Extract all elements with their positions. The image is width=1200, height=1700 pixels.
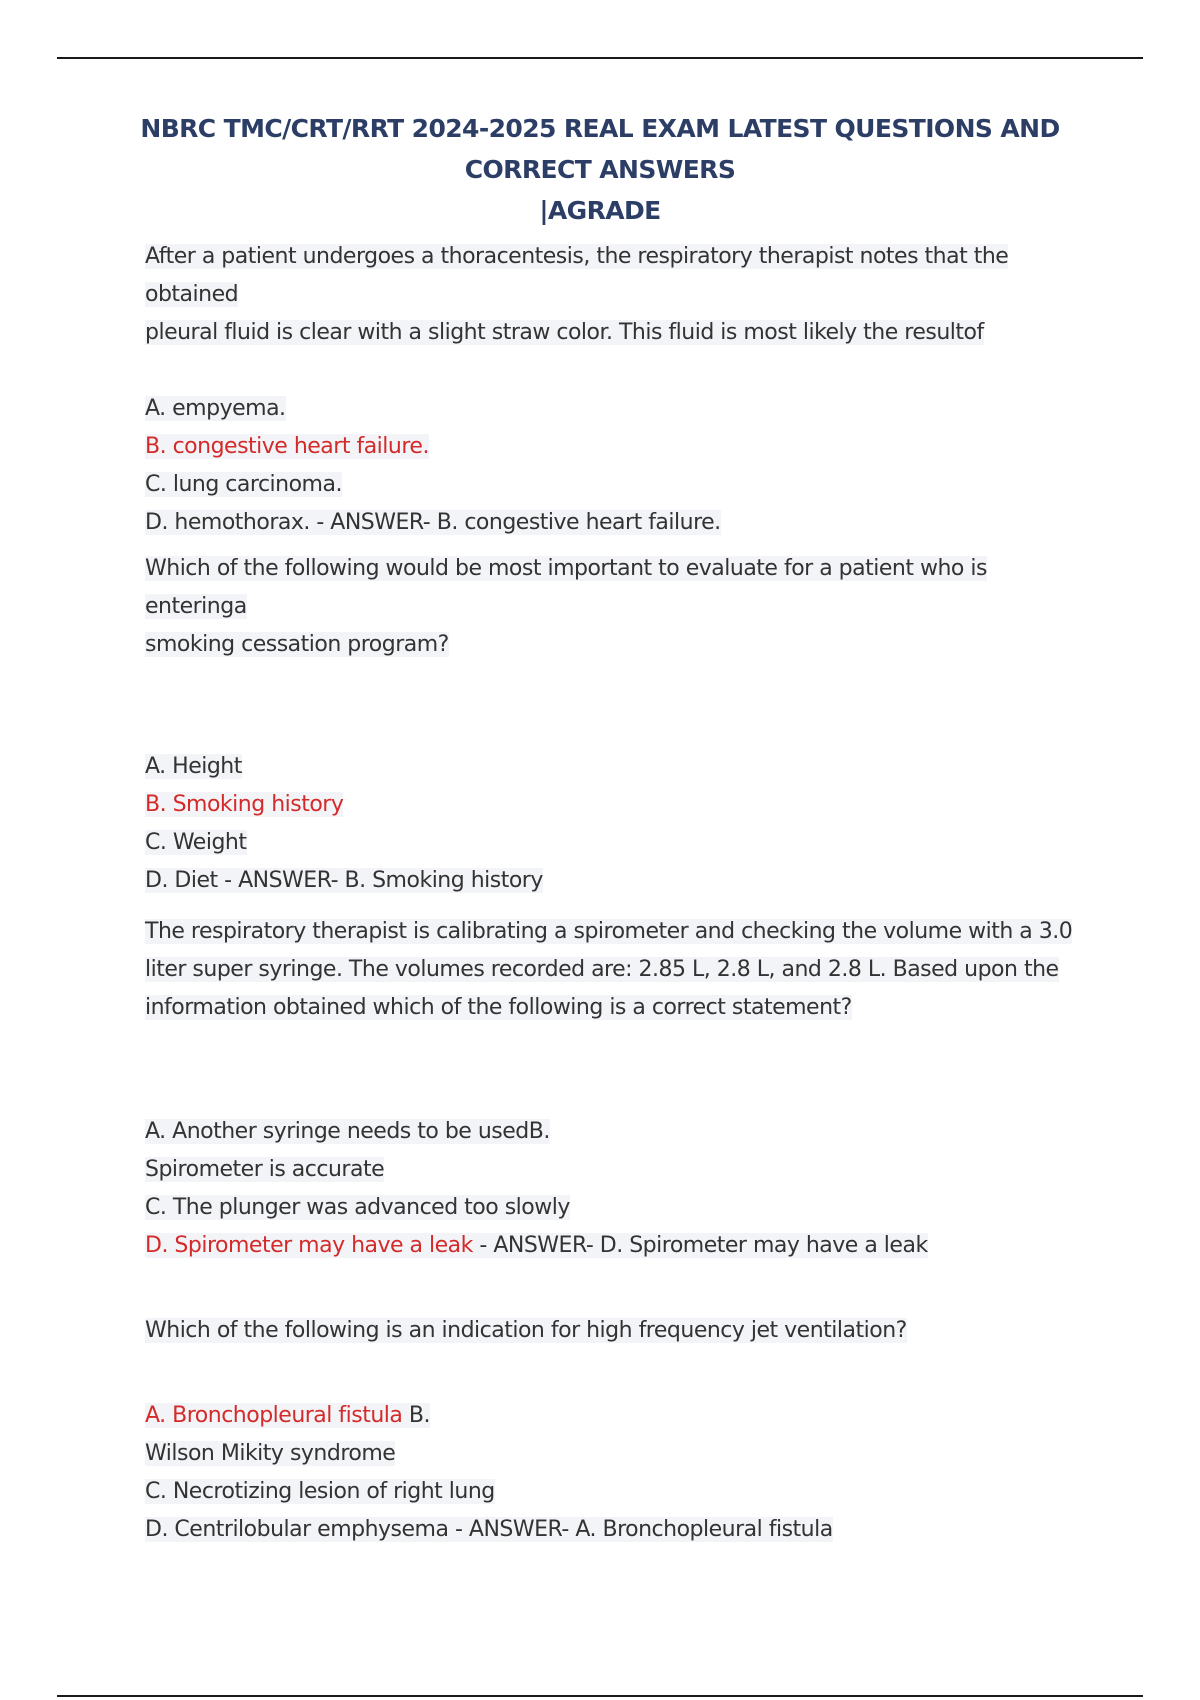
question-3-stem-line-3: information obtained which of the following is a correct statement? [145,995,852,1020]
question-3-option-c: C. The plunger was advanced too slowly [145,1195,570,1220]
question-2-stem-line-1: Which of the following would be most important to evaluate for a patient who is enteringa [145,556,987,619]
question-1-stem [145,238,1080,352]
top-rule [57,57,1143,59]
question-2-options [145,748,1080,900]
question-3-stem-line-1: The respiratory therapist is calibrating a spirometer and checking the volume with a 3.0 [145,919,1073,944]
question-4-options [145,1397,1080,1549]
title-line-1: NBRC TMC/CRT/RRT 2024-2025 REAL EXAM LATEST QUESTIONS AND CORRECT ANSWERS [140,114,1060,184]
question-3-stem [145,913,1080,1027]
question-3-option-b: Spirometer is accurate [145,1157,385,1182]
question-4 [145,1312,1080,1549]
question-4-option-b: Wilson Mikity syndrome [145,1441,396,1466]
question-3-option-d-correct: D. Spirometer may have a leak [145,1233,473,1258]
question-4-option-a-correct: A. Bronchopleural fistula [145,1403,403,1428]
title-line-2: |AGRADE [539,196,661,225]
question-1-option-b-correct: B. congestive heart failure. [145,434,429,459]
question-1-option-d-answer: D. hemothorax. - ANSWER- B. congestive heart failure. [145,510,721,535]
question-1-stem-line-2: pleural fluid is clear with a slight straw color. This fluid is most likely the resultof [145,320,984,345]
bottom-rule [57,1695,1143,1697]
question-4-option-b-prefix: B. [402,1403,430,1428]
question-4-stem [145,1312,1080,1350]
question-1 [145,238,1080,542]
question-4-option-c: C. Necrotizing lesion of right lung [145,1479,495,1504]
question-4-stem-line-1: Which of the following is an indication for high frequency jet ventilation? [145,1318,907,1343]
question-2-option-b-correct: B. Smoking history [145,792,344,817]
question-1-option-c: C. lung carcinoma. [145,472,342,497]
question-3-option-a: A. Another syringe needs to be usedB. [145,1119,550,1144]
question-3 [145,913,1080,1265]
question-2-option-a: A. Height [145,754,242,779]
question-1-options [145,390,1080,542]
question-2 [145,550,1080,900]
question-2-option-c: C. Weight [145,830,247,855]
question-2-option-d-answer: D. Diet - ANSWER- B. Smoking history [145,868,543,893]
question-1-option-a: A. empyema. [145,396,286,421]
question-2-stem [145,550,1080,664]
question-2-stem-line-2: smoking cessation program? [145,632,449,657]
question-1-stem-line-1: After a patient undergoes a thoracentesis, the respiratory therapist notes that the obtained [145,244,1009,307]
question-4-option-d-answer: D. Centrilobular emphysema - ANSWER- A. Bronchopleural fistula [145,1517,833,1542]
document-title [90,108,1110,231]
question-3-stem-line-2: liter super syringe. The volumes recorded are: 2.85 L, 2.8 L, and 2.8 L. Based upon the [145,957,1059,982]
question-3-options [145,1113,1080,1265]
question-3-answer: - ANSWER- D. Spirometer may have a leak [472,1233,928,1258]
